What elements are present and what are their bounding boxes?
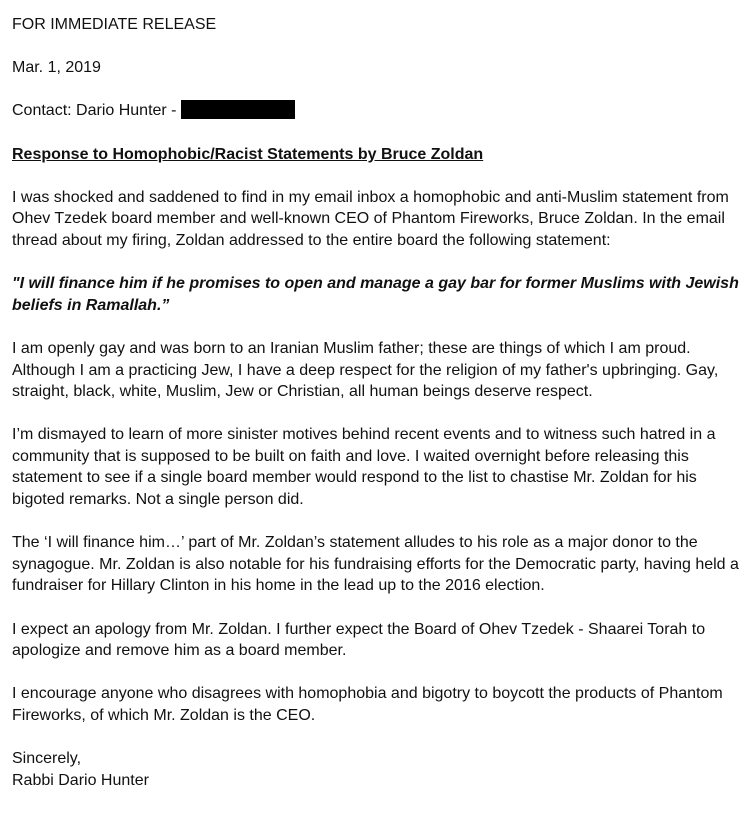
document-title: Response to Homophobic/Racist Statements by Bruce Zoldan xyxy=(12,145,484,163)
press-release-document xyxy=(12,14,740,791)
quoted-statement: "I will finance him if he promises to open and manage a gay bar for former Muslims with Jewish beliefs in Ramallah.” xyxy=(12,275,739,314)
paragraph-apology: I expect an apology from Mr. Zoldan. I further expect the Board of Ohev Tzedek - Shaarei Torah to apologize and remove him as a board member. xyxy=(12,620,706,660)
signature-name: Rabbi Dario Hunter xyxy=(12,771,149,789)
release-line: FOR IMMEDIATE RELEASE xyxy=(12,16,217,33)
contact-line xyxy=(12,100,740,122)
release-date: Mar. 1, 2019 xyxy=(12,59,101,77)
contact-label: Contact: Dario Hunter - xyxy=(12,102,177,120)
signoff xyxy=(12,748,740,791)
redaction-bar xyxy=(181,100,295,119)
paragraph-identity: I am openly gay and was born to an Iranian Muslim father; these are things of which I am proud. Although I am a practicing Jew, I have a deep respect for the religion of my father's upbringing. Gay, straight, black, white, Muslim, Jew or Christian, all human beings deserve respect. xyxy=(12,339,719,401)
closing: Sincerely, xyxy=(12,750,82,768)
paragraph-boycott: I encourage anyone who disagrees with homophobia and bigotry to boycott the products of Phantom Fireworks, of which Mr. Zoldan is the CEO. xyxy=(12,685,723,724)
paragraph-finance: The ‘I will finance him…’ part of Mr. Zoldan’s statement alludes to his role as a major donor to the synagogue. Mr. Zoldan is also notable for his fundraising efforts for the Democratic party, having held a fundraiser for Hillary Clinton in his home in the lead up to the 2016 election. xyxy=(12,534,739,595)
paragraph-dismayed: I’m dismayed to learn of more sinister motives behind recent events and to witness such hatred in a community that is supposed to be built on faith and love. I waited overnight before releasing this statement to see if a single board member would respond to the list to chastise Mr. Zoldan for his bigoted remarks. Not a single person did. xyxy=(12,426,716,509)
paragraph-intro: I was shocked and saddened to find in my email inbox a homophobic and anti-Muslim statement from Ohev Tzedek board member and well-known CEO of Phantom Fireworks, Bruce Zoldan. In the email thread about my firing, Zoldan addressed to the entire board the following statement: xyxy=(12,188,729,249)
